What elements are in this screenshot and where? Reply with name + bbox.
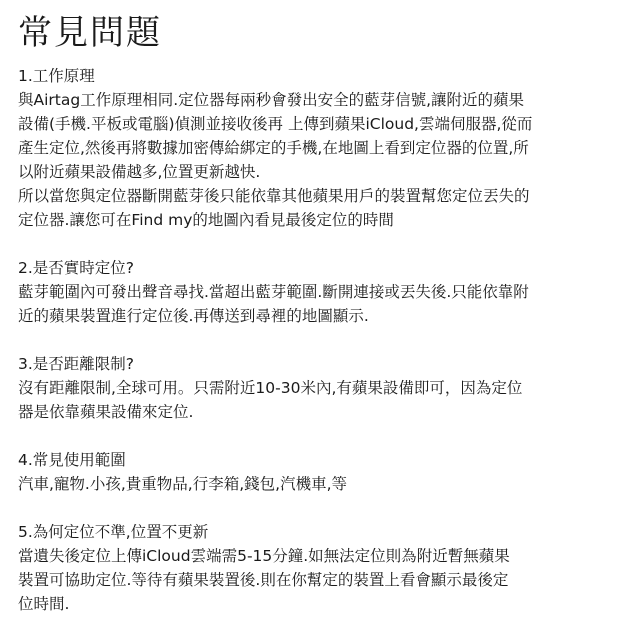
section-heading: 1.工作原理: [18, 67, 95, 85]
faq-section-realtime: [18, 256, 622, 328]
text-line: 產生定位,然後再將數據加密傳給綁定的手機,在地圖上看到定位器的位置,所: [18, 139, 529, 157]
section-heading: 4.常見使用範圍: [18, 451, 126, 469]
text-line: 汽車,寵物.小孩,貴重物品,行李箱,錢包,汽機車,等: [18, 475, 347, 493]
section-heading: 3.是否距離限制?: [18, 355, 135, 373]
section-heading: 2.是否實時定位?: [18, 259, 135, 277]
text-line: 以附近蘋果設備越多,位置更新越快.: [18, 163, 261, 181]
faq-section-usage: [18, 448, 622, 496]
text-line: 近的蘋果裝置進行定位後.再傳送到尋裡的地圖顯示.: [18, 307, 369, 325]
section-heading: 5.為何定位不準,位置不更新: [18, 523, 209, 541]
text-line: 設備(手機.平板或電腦)偵測並接收後再 上傳到蘋果iCloud,雲端伺服器,從而: [18, 115, 533, 133]
page-title: 常見問題: [18, 13, 162, 53]
text-line: 與Airtag工作原理相同.定位器每兩秒會發出安全的藍芽信號,讓附近的蘋果: [18, 91, 525, 109]
faq-section-working-principle: [18, 64, 622, 232]
text-line: 藍芽範圍內可發出聲音尋找.當超出藍芽範圍.斷開連接或丟失後.只能依靠附: [18, 283, 529, 301]
text-line: 所以當您與定位器斷開藍芽後只能依靠其他蘋果用戶的裝置幫您定位丟失的: [18, 187, 530, 205]
text-line: 當遺失後定位上傳iCloud雲端需5-15分鐘.如無法定位則為附近暫無蘋果: [18, 547, 510, 565]
text-line: 器是依靠蘋果設備來定位.: [18, 403, 194, 421]
faq-section-inaccurate: [18, 520, 622, 616]
text-line: 裝置可協助定位.等待有蘋果裝置後.則在你幫定的裝置上看會顯示最後定: [18, 571, 509, 589]
text-line: 沒有距離限制,全球可用。只需附近10-30米內,有蘋果設備即可，因為定位: [18, 379, 523, 397]
faq-section-distance: [18, 352, 622, 424]
text-line: 定位器.讓您可在Find my的地圖內看見最後定位的時間: [18, 211, 394, 229]
text-line: 位時間.: [18, 595, 70, 613]
